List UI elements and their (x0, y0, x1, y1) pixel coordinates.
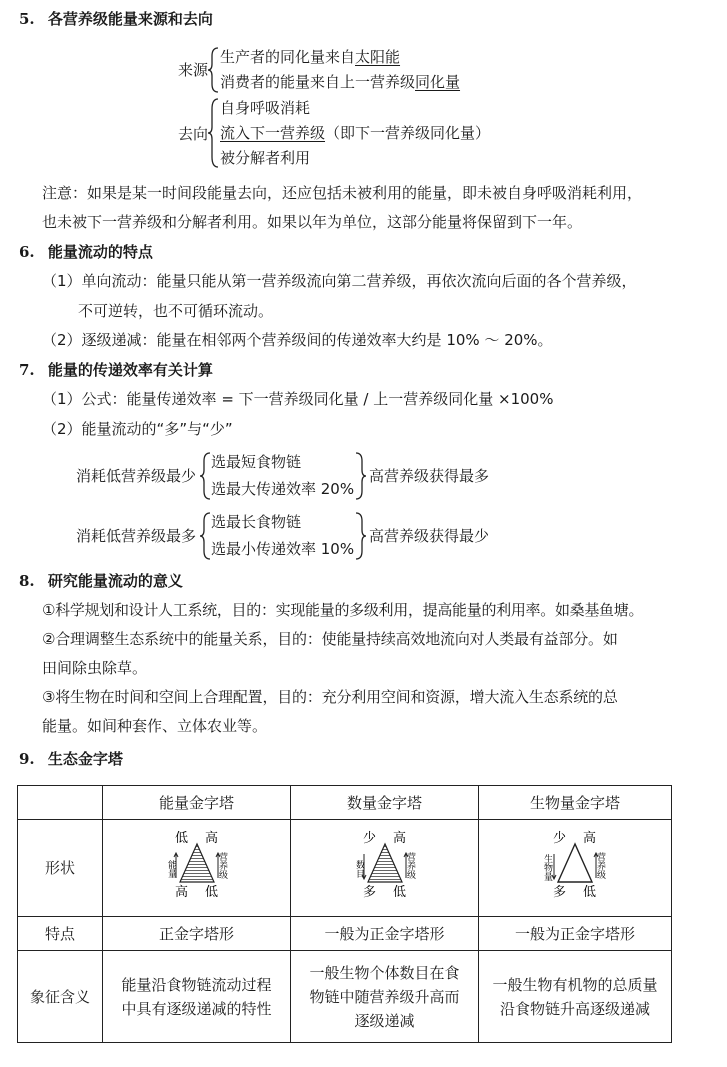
meaning-line: 一般生物个体数目在食 (309, 963, 460, 982)
feature-biomass: 一般为正金字塔形 (479, 917, 672, 951)
energy-pyramid-cell (103, 820, 291, 917)
dest-item-underlined: 流入下一营养级 (220, 124, 326, 142)
pyramid-top-left: 少 (362, 830, 376, 846)
table-header-row (18, 786, 672, 820)
dest-item-text: 被分解者利用 (220, 149, 311, 167)
table-row-meaning (18, 951, 672, 1043)
section-title: 能量流动的特点 (47, 243, 153, 261)
section-title: 能量的传递效率有关计算 (47, 361, 213, 379)
groupA-item-1: 选最短食物链 (211, 453, 302, 471)
groupB-right-brace (354, 511, 368, 561)
groupA-left-brace (198, 451, 212, 501)
source-label: 来源 (178, 61, 209, 79)
section-title: 各营养级能量来源和去向 (47, 10, 213, 28)
section-number: 7. (19, 361, 35, 379)
header-number-pyramid: 数量金字塔 (291, 786, 479, 820)
s8-item-2-cont: 田间除虫除草。 (42, 659, 148, 677)
meaning-energy (103, 951, 291, 1043)
groupA-right-brace (354, 451, 368, 501)
section-7-heading (19, 359, 213, 381)
groupB-label: 消耗低营养级最多 (76, 527, 197, 545)
pyramid-shape (180, 844, 214, 882)
dest-brace (206, 97, 220, 169)
header-energy-pyramid: 能量金字塔 (103, 786, 291, 820)
biomass-pyramid-cell (479, 820, 672, 917)
source-item-2 (220, 71, 460, 93)
s6-point-1-line-1: （1）单向流动：能量只能从第一营养级流向第二营养级，再依次流向后面的各个营养级， (42, 272, 637, 290)
section-9-heading (19, 748, 123, 770)
s8-item-3: ③将生物在时间和空间上合理配置，目的：充分利用空间和资源，增大流入生态系统的总 (42, 688, 618, 706)
groupB-result: 高营养级获得最少 (369, 527, 490, 545)
header-biomass-pyramid: 生物量金字塔 (479, 786, 672, 820)
meaning-biomass (479, 951, 672, 1043)
row-label-meaning: 象征含义 (18, 951, 103, 1043)
s8-item-2: ②合理调整生态系统中的能量关系，目的：使能量持续高效地流向对人类最有益部分。如 (42, 630, 618, 648)
meaning-line: 中具有逐级递减的特性 (121, 999, 272, 1018)
source-item-underlined: 太阳能 (355, 48, 401, 66)
pyramid-left-axis: 生物量 (542, 853, 552, 881)
dest-item-text: 自身呼吸消耗 (220, 99, 311, 117)
pyramid-bottom-right: 低 (583, 884, 597, 900)
pyramid-bottom-left: 高 (174, 884, 188, 900)
row-label-shape: 形状 (18, 820, 103, 917)
pyramid-left-axis: 数目 (353, 859, 364, 878)
table-row-shape (18, 820, 672, 917)
dest-item-2 (220, 122, 490, 144)
source-item-1 (220, 46, 400, 68)
pyramid-bottom-left: 多 (553, 884, 567, 900)
meaning-line: 逐级递减 (354, 1011, 415, 1030)
energy-pyramid-figure (142, 830, 252, 900)
pyramid-shape (558, 844, 592, 882)
row-label-feature: 特点 (18, 917, 103, 951)
table-row-feature (18, 917, 672, 951)
source-item-text: 生产者的同化量来自 (220, 48, 356, 66)
meaning-line: 一般生物有机物的总质量 (492, 975, 658, 994)
feature-number: 一般为正金字塔形 (291, 917, 479, 951)
groupB-left-brace (198, 511, 212, 561)
pyramid-top-left: 少 (553, 830, 567, 846)
pyramid-top-left: 低 (174, 830, 188, 846)
note-line-2: 也未被下一营养级和分解者利用。如果以年为单位，这部分能量将保留到下一年。 (42, 213, 583, 231)
groupA-label: 消耗低营养级最少 (76, 467, 197, 485)
pyramid-top-right: 高 (392, 830, 406, 846)
section-title: 生态金字塔 (47, 750, 123, 768)
s6-point-1-line-2: 不可逆转，也不可循环流动。 (78, 302, 274, 320)
section-number: 8. (19, 572, 35, 590)
biomass-pyramid-figure (520, 830, 630, 900)
pyramid-bottom-right: 低 (204, 884, 218, 900)
section-number: 6. (19, 243, 35, 261)
groupB-item-2: 选最小传递效率 10% (211, 540, 355, 558)
dest-label: 去向 (178, 125, 209, 143)
source-item-text: 消费者的能量来自上一营养级 (220, 73, 416, 91)
pyramid-right-axis: 营养级 (216, 851, 227, 879)
number-pyramid-figure (330, 830, 440, 900)
dest-item-1 (220, 97, 310, 119)
pyramid-left-axis: 能量 (165, 859, 176, 878)
section-5-heading (19, 8, 213, 30)
ecological-pyramid-table (17, 785, 672, 1043)
note-line-1: 注意：如果是某一时间段能量去向，还应包括未被利用的能量，即未被自身呼吸消耗利用， (42, 184, 643, 202)
section-title: 研究能量流动的意义 (47, 572, 183, 590)
section-number: 5. (19, 10, 35, 28)
s8-item-1: ①科学规划和设计人工系统，目的：实现能量的多级利用，提高能量的利用率。如桑基鱼塘。 (42, 601, 644, 619)
source-brace (206, 46, 220, 94)
dest-item-3 (220, 147, 310, 169)
section-number: 9. (19, 750, 35, 768)
meaning-line: 沿食物链升高逐级递减 (499, 999, 650, 1018)
s7-formula: （1）公式：能量传递效率 = 下一营养级同化量 / 上一营养级同化量 ×100% (42, 390, 554, 408)
groupB-item-1: 选最长食物链 (211, 513, 302, 531)
pyramid-shape (368, 844, 402, 882)
s6-point-2: （2）逐级递减：能量在相邻两个营养级间的传递效率大约是 10% ～ 20%。 (42, 331, 553, 349)
groupA-result: 高营养级获得最多 (369, 467, 490, 485)
feature-energy: 正金字塔形 (103, 917, 291, 951)
pyramid-bottom-left: 多 (362, 884, 376, 900)
meaning-line: 物链中随营养级升高而 (309, 987, 460, 1006)
pyramid-right-axis: 营养级 (404, 851, 415, 879)
pyramid-top-right: 高 (204, 830, 218, 846)
number-pyramid-cell (291, 820, 479, 917)
source-item-underlined: 同化量 (415, 73, 461, 91)
pyramid-bottom-right: 低 (392, 884, 406, 900)
s8-item-3-cont: 能量。如间种套作、立体农业等。 (42, 717, 268, 735)
pyramid-top-right: 高 (583, 830, 597, 846)
table-corner-cell (18, 786, 103, 820)
pyramid-right-axis: 营养级 (595, 851, 605, 879)
meaning-line: 能量沿食物链流动过程 (121, 975, 272, 994)
meaning-number (291, 951, 479, 1043)
dest-item-text: （即下一营养级同化量） (325, 124, 491, 142)
s7-point-2: （2）能量流动的“多”与“少” (42, 420, 233, 438)
groupA-item-2: 选最大传递效率 20% (211, 480, 355, 498)
section-6-heading (19, 241, 153, 263)
section-8-heading (19, 570, 183, 592)
